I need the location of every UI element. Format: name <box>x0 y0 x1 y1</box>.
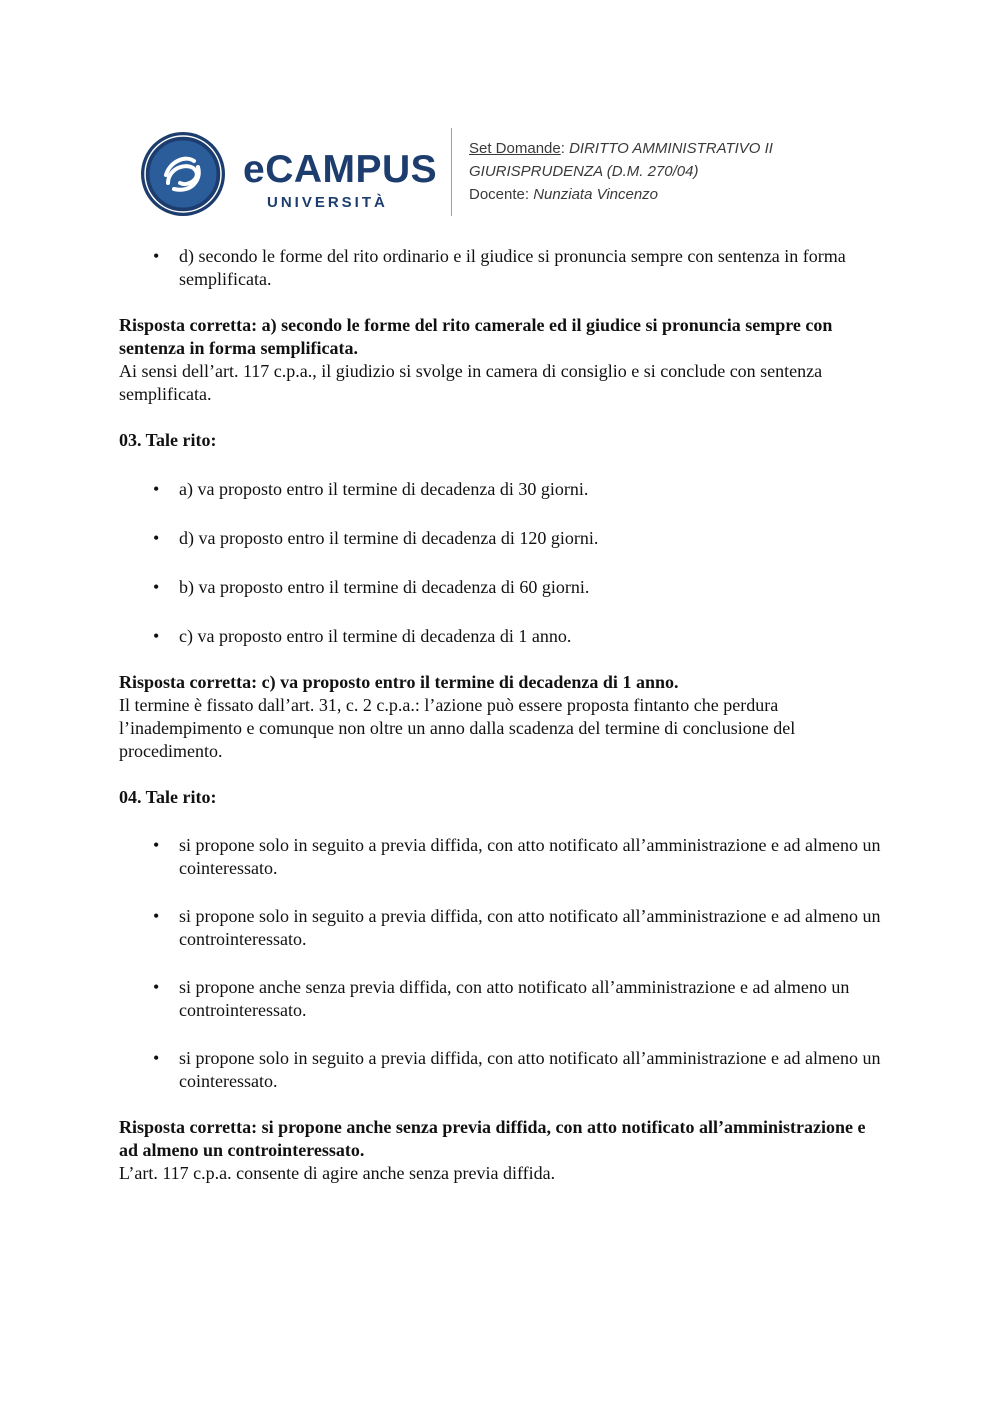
ecampus-wordmark <box>243 150 443 210</box>
bullet-glyph: • <box>153 1048 160 1068</box>
list-item <box>119 625 881 648</box>
option-text: d) va proposto entro il termine di decadenza di 120 giorni. <box>179 528 599 548</box>
q02-explanation: Ai sensi dell’art. 117 c.p.a., il giudizio si svolge in camera di consiglio e si conclude con sentenza semplificata. <box>119 361 823 404</box>
course-title-part1: DIRITTO AMMINISTRATIVO II <box>569 140 773 157</box>
logo-brand-text: eCAMPUS <box>243 148 438 191</box>
option-text: d) secondo le forme del rito ordinario e il giudice si pronuncia sempre con sentenza in forma semplificata. <box>179 246 846 289</box>
q02-correct-answer: Risposta corretta: a) secondo le forme del rito camerale ed il giudice si pronuncia sempre con sentenza in forma semplificata. <box>119 315 833 358</box>
list-item <box>119 1047 881 1093</box>
header-divider <box>451 128 452 216</box>
q04-title: 04. Tale rito: <box>119 787 217 807</box>
course-info <box>469 137 869 206</box>
q03-correct-answer: Risposta corretta: c) va proposto entro il termine di decadenza di 1 anno. <box>119 672 679 692</box>
list-item <box>119 245 881 291</box>
logo-sub-text: UNIVERSITÀ <box>267 194 388 211</box>
list-item <box>119 478 881 501</box>
course-line-1 <box>469 137 869 160</box>
q03-explanation: Il termine è fissato dall’art. 31, c. 2 c.p.a.: l’azione può essere proposta fintanto che perdura l’inadempimento e comunque non oltre un anno dalla scadenza del termine di conclusione del procedimento. <box>119 695 796 761</box>
bullet-glyph: • <box>153 577 160 597</box>
set-domande-separator: : <box>560 140 565 157</box>
q04-correct-answer: Risposta corretta: si propone anche senza previa diffida, con atto notificato all’amministrazione e ad almeno un controinteressato. <box>119 1117 866 1160</box>
option-text: si propone solo in seguito a previa diffida, con atto notificato all’amministrazione e ad almeno un cointeressato. <box>179 835 881 878</box>
option-text: si propone solo in seguito a previa diffida, con atto notificato all’amministrazione e ad almeno un controinteressato. <box>179 906 881 949</box>
bullet-glyph: • <box>153 246 160 266</box>
docente-name: Nunziata Vincenzo <box>533 186 659 203</box>
option-text: b) va proposto entro il termine di decadenza di 60 giorni. <box>179 577 590 597</box>
docente-line <box>469 183 869 206</box>
list-item <box>119 905 881 951</box>
page-header <box>140 128 860 220</box>
option-text: si propone solo in seguito a previa diffida, con atto notificato all’amministrazione e ad almeno un cointeressato. <box>179 1048 881 1091</box>
list-item <box>119 527 881 550</box>
list-item <box>119 976 881 1022</box>
course-title-part2: GIURISPRUDENZA (D.M. 270/04) <box>469 163 699 180</box>
docente-label: Docente: <box>469 186 530 203</box>
q03-title: 03. Tale rito: <box>119 430 217 450</box>
ecampus-seal-logo <box>140 131 226 217</box>
option-text: c) va proposto entro il termine di decadenza di 1 anno. <box>179 626 572 646</box>
set-domande-label: Set Domande <box>469 140 561 157</box>
bullet-glyph: • <box>153 906 160 926</box>
q04-explanation: L’art. 117 c.p.a. consente di agire anche senza previa diffida. <box>119 1163 556 1183</box>
bullet-glyph: • <box>153 479 160 499</box>
bullet-glyph: • <box>153 835 160 855</box>
bullet-glyph: • <box>153 977 160 997</box>
bullet-glyph: • <box>153 528 160 548</box>
document-body <box>119 245 881 1185</box>
bullet-glyph: • <box>153 626 160 646</box>
option-text: a) va proposto entro il termine di decadenza di 30 giorni. <box>179 479 589 499</box>
option-text: si propone anche senza previa diffida, con atto notificato all’amministrazione e ad almeno un controinteressato. <box>179 977 850 1020</box>
list-item <box>119 576 881 599</box>
list-item <box>119 834 881 880</box>
